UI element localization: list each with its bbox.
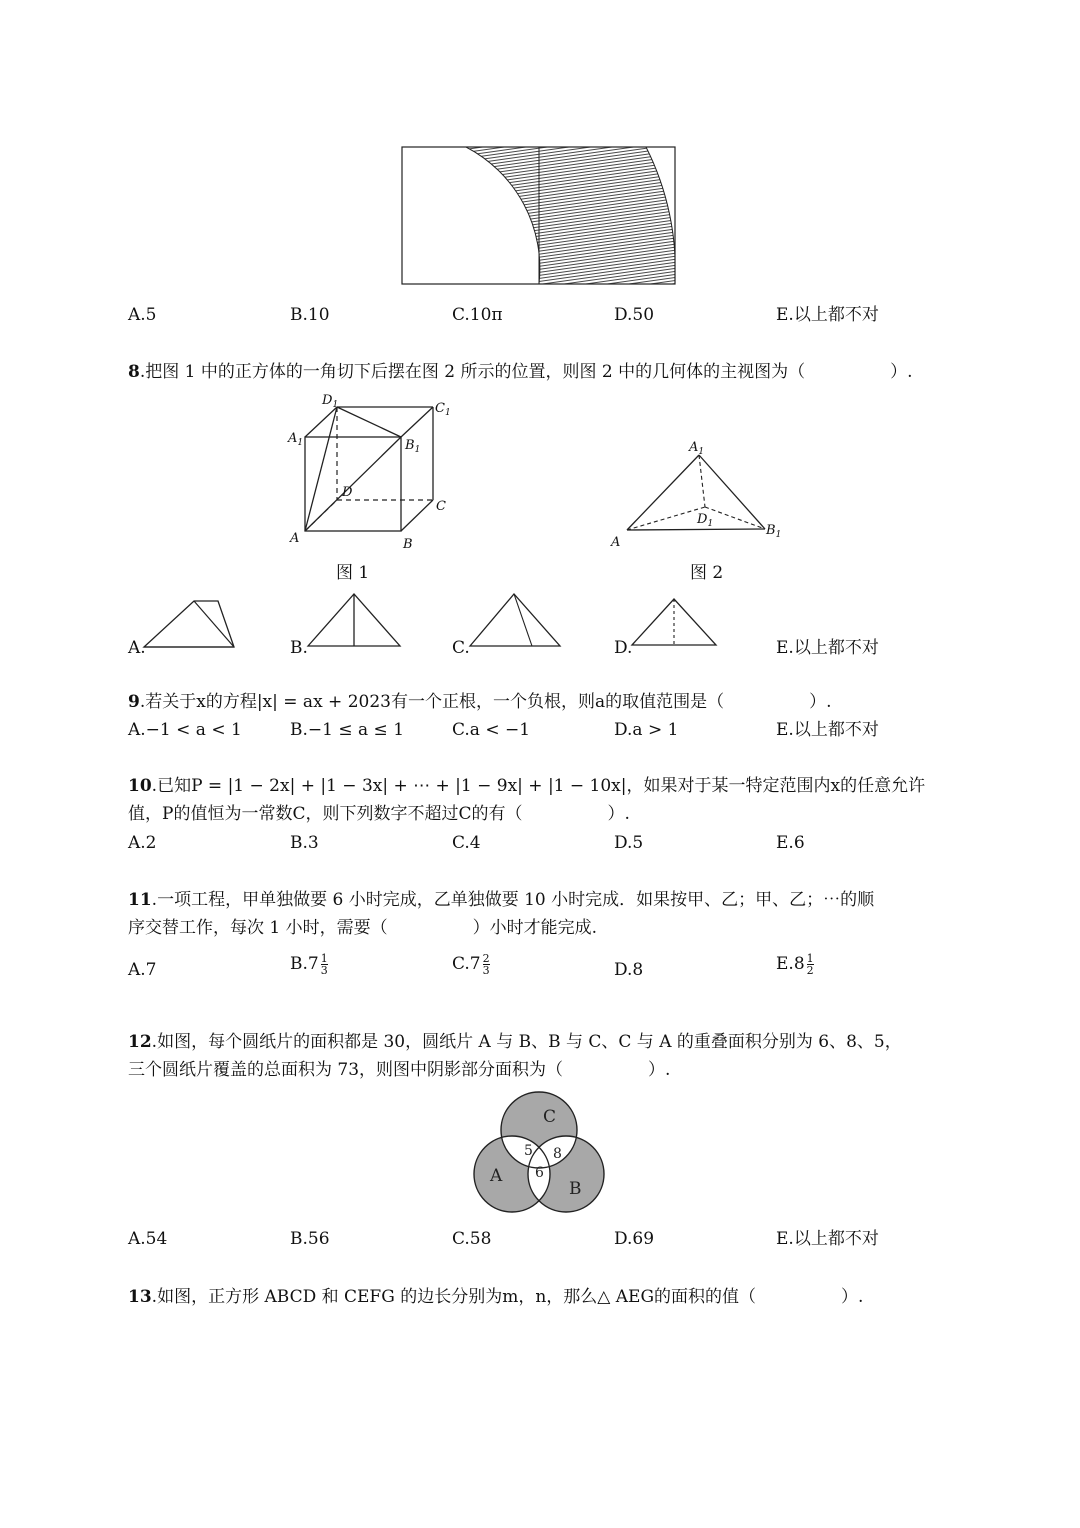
q12-option-c[interactable]: C.58 — [452, 1229, 492, 1249]
label-c1: $C_1$ — [435, 401, 451, 418]
q8-text: .把图 1 中的正方体的一角切下后摆在图 2 所示的位置，则图 2 中的几何体的主视图为（ ）. — [139, 362, 913, 382]
q8-figure-1-caption: 图 1 — [336, 563, 370, 583]
q10-question-line-1 — [128, 772, 925, 800]
q8-option-b[interactable]: B. — [290, 638, 308, 658]
q11-option-e-label: E.8 — [776, 954, 805, 974]
q9-option-b[interactable]: B.−1 ≤ a ≤ 1 — [290, 720, 405, 740]
label-a1: $A_1$ — [689, 440, 705, 457]
label-b1: $B_1$ — [766, 523, 782, 540]
label-b: B — [569, 1179, 582, 1199]
q12-option-d[interactable]: D.69 — [614, 1229, 655, 1249]
q7-option-c[interactable]: C.10π — [452, 305, 503, 325]
q11-option-e[interactable] — [776, 952, 814, 976]
q11-option-d-label: D.8 — [614, 960, 644, 980]
overlap-ab-value: 6 — [535, 1165, 544, 1181]
q7-option-b[interactable]: B.10 — [290, 305, 330, 325]
q9-option-c[interactable]: C.a < −1 — [452, 720, 531, 740]
q12-number: 12 — [128, 1032, 152, 1052]
q12-option-b[interactable]: B.56 — [290, 1229, 330, 1249]
q11-option-e-fraction: $\frac{1}{2}$ — [806, 952, 814, 977]
label-a: A — [611, 535, 621, 550]
q9-number: 9 — [128, 692, 140, 712]
q12-venn-diagram — [470, 1088, 610, 1218]
q10-option-d[interactable]: D.5 — [614, 833, 644, 853]
q10-option-e[interactable]: E.6 — [776, 833, 805, 853]
q10-number: 10 — [128, 776, 152, 796]
q11-option-b[interactable] — [290, 952, 328, 976]
q11-option-c-label: C.7 — [452, 954, 481, 974]
q8-option-a-shape — [140, 595, 240, 650]
label-c: C — [543, 1107, 557, 1127]
label-a: A — [290, 531, 300, 546]
q9-option-a[interactable]: A.−1 < a < 1 — [128, 720, 242, 740]
q10-question-line-2 — [128, 800, 630, 828]
q13-text: .如图，正方形 ABCD 和 CEFG 的边长分别为m，n，那么△ AEG的面积的值（ ）. — [151, 1287, 864, 1307]
q11-option-a-label: A.7 — [128, 960, 157, 980]
q9-option-e[interactable]: E.以上都不对 — [776, 720, 879, 740]
q7-option-e[interactable]: E.以上都不对 — [776, 305, 879, 325]
q8-option-d-shape — [628, 595, 720, 650]
q8-option-d[interactable]: D. — [614, 638, 633, 658]
q8-figure-2-caption: 图 2 — [690, 563, 724, 583]
q8-option-c[interactable]: C. — [452, 638, 470, 658]
overlap-ca-value: 5 — [524, 1143, 533, 1159]
q11-text-line-1: .一项工程，甲单独做要 6 小时完成，乙单独做要 10 小时完成．如果按甲、乙；甲、乙；⋯的顺 — [151, 890, 875, 910]
q11-option-c-fraction: $\frac{2}{3}$ — [482, 952, 490, 977]
q11-option-b-label: B.7 — [290, 954, 319, 974]
q12-question-line-1 — [128, 1028, 902, 1056]
q11-number: 11 — [128, 890, 152, 910]
q11-option-b-fraction: $\frac{1}{3}$ — [320, 952, 328, 977]
q9-option-d[interactable]: D.a > 1 — [614, 720, 679, 740]
q10-text-line-1: .已知P = |1 − 2x| + |1 − 3x| + ⋯ + |1 − 9x| + |1 − 10x|，如果对于某一特定范围内x的任意允许 — [151, 776, 926, 796]
overlap-bc-value: 8 — [553, 1146, 562, 1162]
label-c: C — [436, 499, 446, 514]
q8-question — [128, 358, 913, 386]
q7-figure — [396, 140, 686, 290]
q10-option-b[interactable]: B.3 — [290, 833, 319, 853]
q9-text: .若关于x的方程|x| = ax + 2023有一个正根，一个负根，则a的取值范围是（ ）. — [139, 692, 832, 712]
q9-question — [128, 688, 832, 716]
q12-question-line-2 — [128, 1056, 670, 1084]
q11-option-c[interactable] — [452, 952, 490, 976]
q7-option-d[interactable]: D.50 — [614, 305, 655, 325]
q12-text-line-2: 三个圆纸片覆盖的总面积为 73，则图中阴影部分面积为（ ）. — [128, 1060, 671, 1080]
label-b1: $B_1$ — [405, 438, 421, 455]
q8-option-a[interactable]: A. — [128, 638, 146, 658]
q11-option-a[interactable] — [128, 958, 157, 982]
q10-text-line-2: 值，P的值恒为一常数C，则下列数字不超过C的有（ ）. — [128, 804, 630, 824]
q13-question — [128, 1283, 863, 1311]
q8-number: 8 — [128, 362, 140, 382]
q11-question-line-2 — [128, 914, 597, 942]
q11-option-d[interactable] — [614, 958, 643, 982]
q12-text-line-1: .如图，每个圆纸片的面积都是 30，圆纸片 A 与 B、B 与 C、C 与 A 的重叠面积分别为 6、8、5， — [151, 1032, 902, 1052]
q12-option-a[interactable]: A.54 — [128, 1229, 168, 1249]
q11-text-line-2: 序交替工作，每次 1 小时，需要（ ）小时才能完成. — [128, 918, 598, 938]
q8-option-c-shape — [466, 590, 566, 650]
q10-option-a[interactable]: A.2 — [128, 833, 157, 853]
label-a1: $A_1$ — [288, 431, 304, 448]
label-d1: $D_1$ — [697, 512, 714, 529]
q12-option-e[interactable]: E.以上都不对 — [776, 1229, 879, 1249]
label-d: D — [342, 485, 353, 500]
label-b: B — [403, 537, 413, 552]
q10-option-c[interactable]: C.4 — [452, 833, 481, 853]
q8-option-e[interactable]: E.以上都不对 — [776, 638, 879, 658]
label-a: A — [490, 1166, 503, 1186]
q8-option-b-shape — [304, 590, 404, 650]
q11-question-line-1 — [128, 886, 874, 914]
q13-number: 13 — [128, 1287, 152, 1307]
q7-option-a[interactable]: A.5 — [128, 305, 157, 325]
label-d1: $D_1$ — [322, 393, 339, 410]
q8-figure-1-cube — [280, 390, 460, 555]
q8-figure-2-tetrahedron — [605, 435, 795, 550]
